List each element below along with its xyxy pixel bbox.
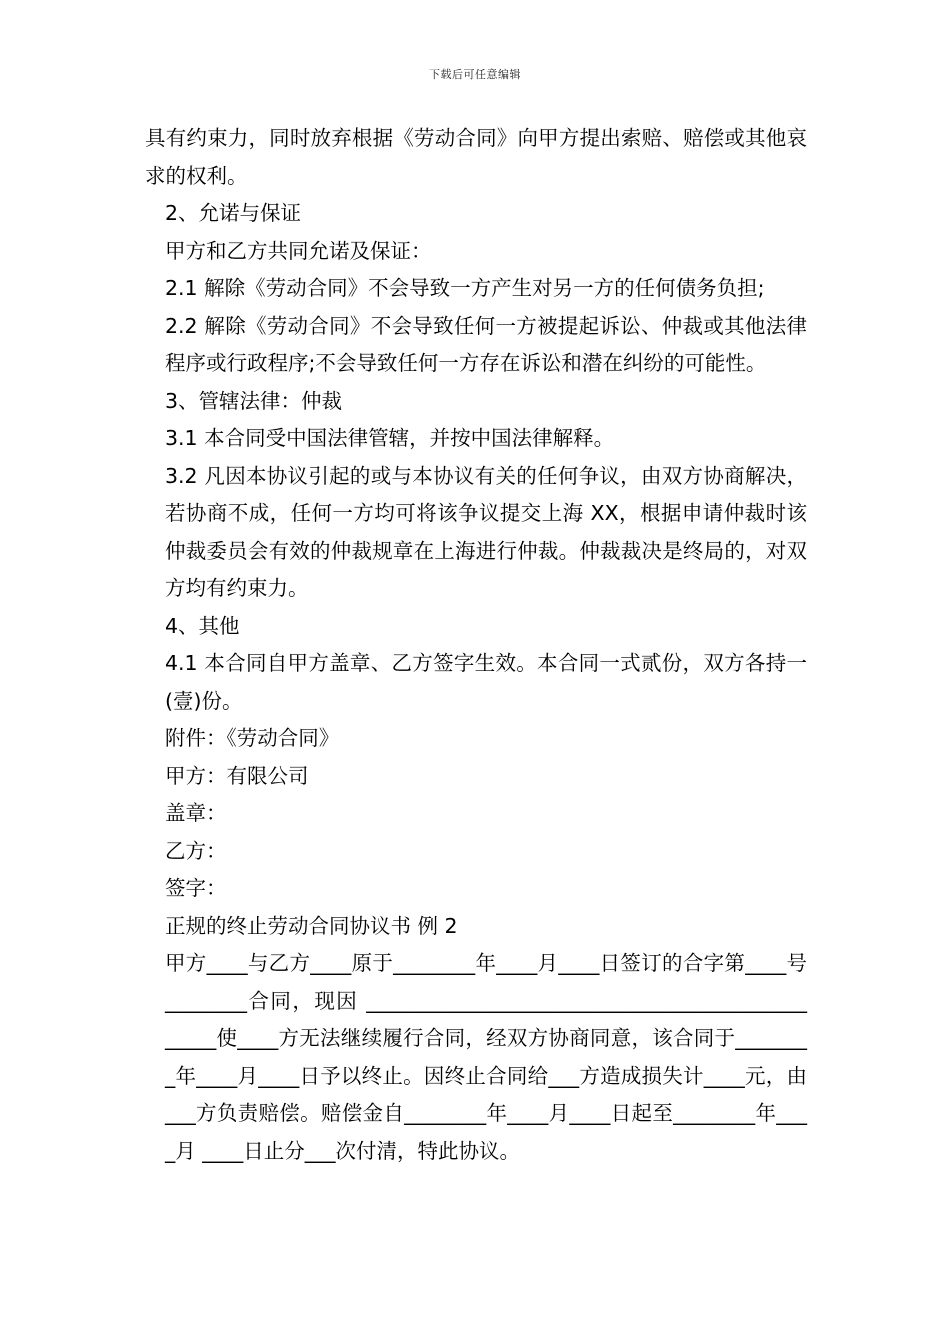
paragraph: 4、其他 — [165, 613, 240, 638]
paragraph: 乙方： — [165, 838, 227, 863]
paragraph: 2.1 解除《劳动合同》不会导致一方产生对另一方的任何债务负担; — [165, 276, 765, 300]
paragraph: 3.2 凡因本协议引起的或与本协议有关的任何争议，由双方协商解决，若协商不成，任何一方均可将该争议提交上海 XX，根据申请仲裁时该仲裁委员会有效的仲裁规章在上海进行仲裁。仲裁裁决是终局的，对双方均有约束力。 — [165, 463, 807, 600]
paragraph: 盖章： — [165, 801, 227, 825]
paragraph: 甲方____与乙方____原于________年____月____日签订的合字第____号________合同，现因 ________________________________________________使____方无法继续履行合同，经双方协商同意，该合同于________年____月____日予以终止。因终止合同给___方造成损失计____元，由___方负责赔偿。赔偿金自________年____月____日起至________年____月 ____日止分___次付清，特此协议。 — [165, 951, 807, 1163]
paragraph: 甲方：有限公司 — [165, 763, 309, 788]
paragraph: 2、允诺与保证 — [165, 201, 302, 225]
paragraph: 4.1 本合同自甲方盖章、乙方签字生效。本合同一式贰份，双方各持一(壹)份。 — [165, 651, 807, 713]
paragraph: 签字： — [165, 876, 227, 900]
paragraph: 甲方和乙方共同允诺及保证： — [165, 238, 432, 263]
paragraph: 具有约束力，同时放弃根据《劳动合同》向甲方提出索赔、赔偿或其他哀求的权利。 — [145, 126, 807, 188]
paragraph: 3、管辖法律：仲裁 — [165, 388, 343, 413]
paragraph: 正规的终止劳动合同协议书 例 2 — [165, 913, 458, 938]
paragraph: 附件：《劳动合同》 — [165, 726, 340, 750]
paragraph: 3.1 本合同受中国法律管辖，并按中国法律解释。 — [165, 426, 615, 450]
document-body — [145, 120, 807, 1170]
paragraph: 2.2 解除《劳动合同》不会导致任何一方被提起诉讼、仲裁或其他法律程序或行政程序;不会导致任何一方存在诉讼和潜在纠纷的可能性。 — [165, 313, 807, 375]
page-header: 下载后可任意编辑 — [429, 68, 521, 81]
